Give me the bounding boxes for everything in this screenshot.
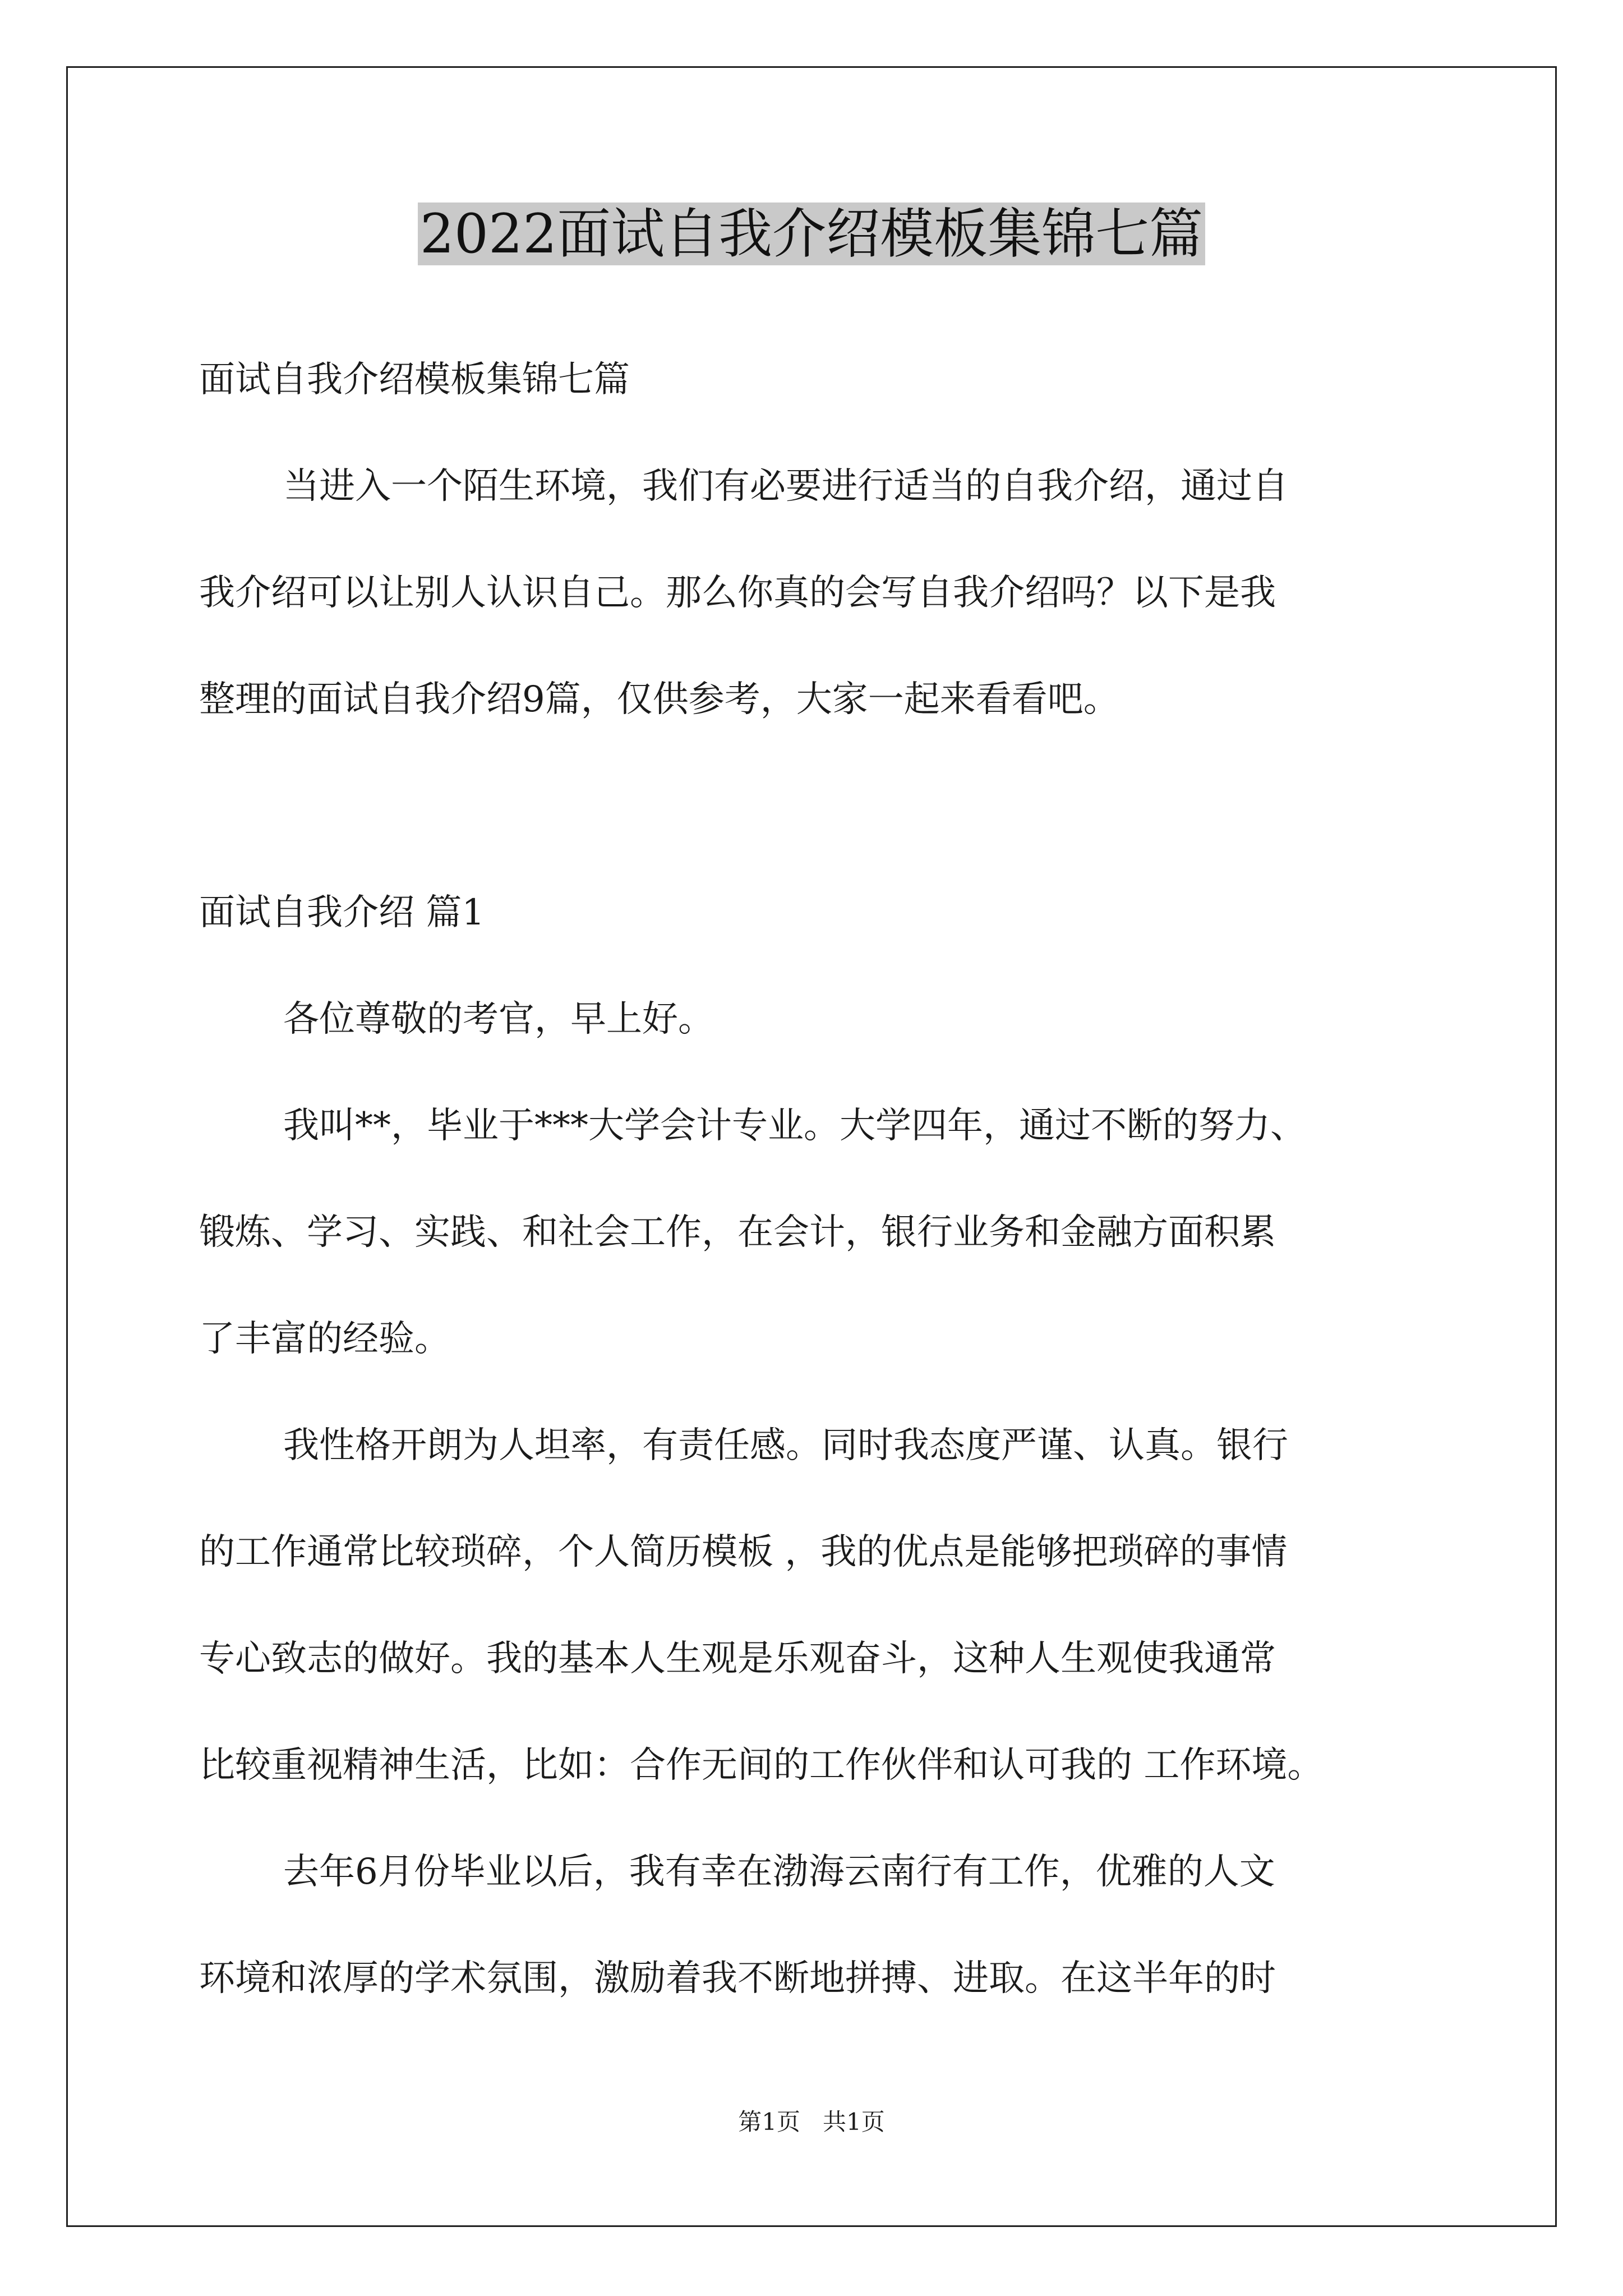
- paragraph-line: 我介绍可以让别人认识自己。那么你真的会写自我介绍吗？以下是我: [199, 572, 1276, 614]
- document-title-text: 2022面试自我介绍模板集锦七篇: [418, 203, 1205, 265]
- paragraph-line: 各位尊敬的考官，早上好。: [283, 999, 714, 1040]
- paragraph-line: 专心致志的做好。我的基本人生观是乐观奋斗，这种人生观使我通常: [199, 1638, 1276, 1680]
- paragraph-line: 我叫**，毕业于***大学会计专业。大学四年，通过不断的努力、: [283, 1105, 1306, 1147]
- page-footer: 第1页 共1页: [738, 2108, 885, 2136]
- paragraph-line: 我性格开朗为人坦率，有责任感。同时我态度严谨、认真。银行: [283, 1425, 1288, 1466]
- paragraph-line: 去年6月份毕业以后，我有幸在渤海云南行有工作，优雅的人文: [283, 1851, 1275, 1893]
- document-title: [0, 197, 1623, 270]
- document-subtitle: 面试自我介绍模板集锦七篇: [199, 359, 630, 401]
- paragraph-line: 整理的面试自我介绍9篇，仅供参考，大家一起来看看吧。: [199, 679, 1119, 720]
- paragraph-line: 环境和浓厚的学术氛围，激励着我不断地拼搏、进取。在这半年的时: [199, 1958, 1276, 1999]
- paragraph-line: 了丰富的经验。: [199, 1318, 450, 1360]
- section-heading: 面试自我介绍 篇1: [199, 892, 485, 933]
- paragraph-line: 比较重视精神生活，比如：合作无间的工作伙伴和认可我的 工作环境。: [199, 1745, 1324, 1786]
- paragraph-line: 的工作通常比较琐碎，个人简历模板 ，我的优点是能够把琐碎的事情: [199, 1531, 1288, 1573]
- paragraph-line: 锻炼、学习、实践、和社会工作，在会计，银行业务和金融方面积累: [199, 1212, 1276, 1253]
- paragraph-line: 当进入一个陌生环境，我们有必要进行适当的自我介绍，通过自: [283, 466, 1288, 507]
